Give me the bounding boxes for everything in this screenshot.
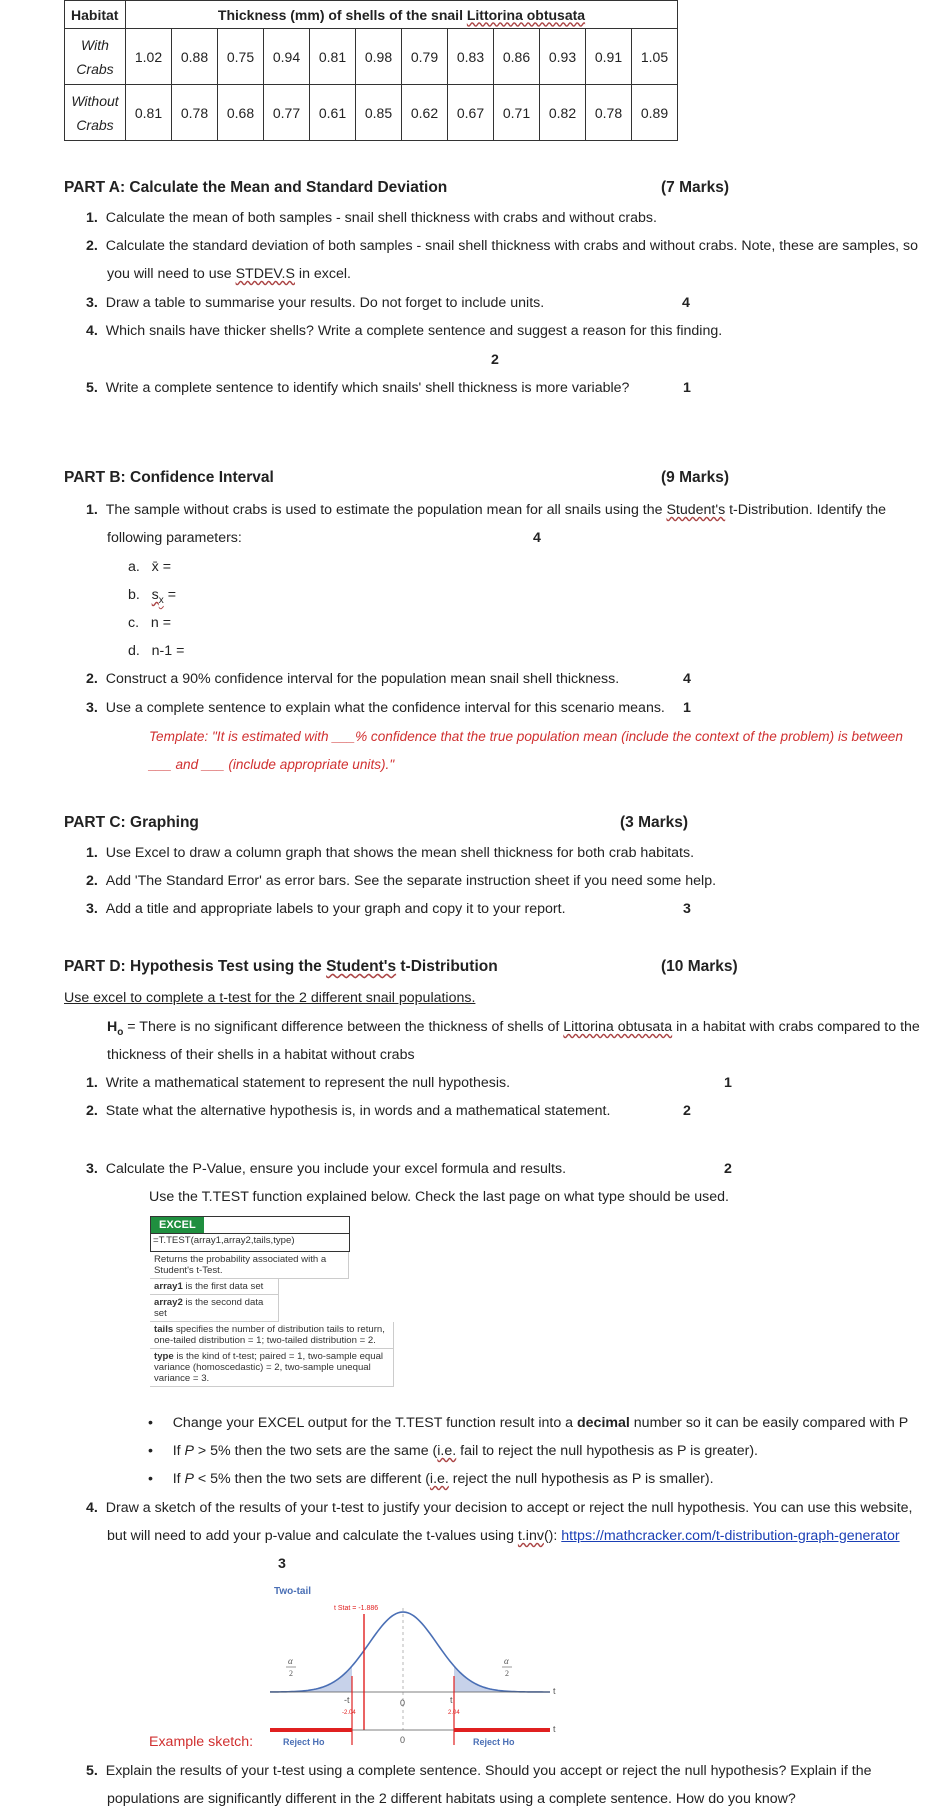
template-line-2: ___ and ___ (include appropriate units)." — [149, 757, 395, 772]
pos-t-label: t — [450, 1695, 453, 1705]
table-cell: 0.88 — [172, 29, 218, 85]
part-a-q4-marks: 2 — [491, 352, 499, 368]
part-d-q1-marks: 1 — [724, 1075, 732, 1091]
table-cell: 0.62 — [402, 85, 448, 141]
part-b-marks: (9 Marks) — [661, 469, 730, 486]
table-cell: 0.81 — [310, 29, 356, 85]
table-cell: 0.98 — [356, 29, 402, 85]
part-a-q4: 4. Which snails have thicker shells? Write a complete sentence and suggest a reason for this finding. — [86, 323, 723, 339]
template-line-1: Template: "It is estimated with ___% confidence that the true population mean (include the context of the problem) is between — [149, 729, 903, 744]
part-d-q1: 1. Write a mathematical statement to represent the null hypothesis. — [86, 1075, 511, 1091]
part-d-q5-cont: populations are significantly different in the 2 different habitats using a complete sentence. How do you know? — [107, 1791, 796, 1807]
alpha-left-den: 2 — [289, 1669, 293, 1678]
bullet-2: • If P > 5% then the two sets are the same (i.e. fail to reject the null hypothesis as P is greater). — [148, 1443, 758, 1459]
part-a-q5-marks: 1 — [683, 380, 691, 396]
param-d: d. n-1 = — [128, 643, 185, 659]
part-a-q2: 2. Calculate the standard deviation of both samples - snail shell thickness with crabs and without crabs. Note, these are samples, so — [86, 238, 918, 254]
table-row-with-crabs — [65, 29, 678, 85]
thickness-header: Thickness (mm) of shells of the snail Littorina obtusata — [126, 1, 678, 29]
part-d-q3: 3. Calculate the P-Value, ensure you include your excel formula and results. — [86, 1161, 567, 1177]
axis-t-label-bottom: t — [553, 1724, 556, 1734]
part-d-q4-marks: 3 — [278, 1556, 286, 1572]
sketch-title: Two-tail — [274, 1586, 312, 1597]
excel-tails: tails specifies the number of distribution tails to return, one-tailed distribution = 1; two-tailed distribution = 2. — [150, 1322, 394, 1349]
part-b-q3: 3. Use a complete sentence to explain what the confidence interval for this scenario means. — [86, 700, 665, 716]
part-b-q1-cont: following parameters: — [107, 530, 242, 546]
alpha-left: α — [288, 1656, 293, 1666]
table-cell: 0.85 — [356, 85, 402, 141]
part-d-q5: 5. Explain the results of your t-test using a complete sentence. Should you accept or reject the null hypothesis? Explain if the — [86, 1763, 872, 1779]
t-distribution-link[interactable]: https://mathcracker.com/t-distribution-graph-generator — [561, 1528, 900, 1544]
bullet-1: • Change your EXCEL output for the T.TEST function result into a decimal number so it can be easily compared with P — [148, 1415, 909, 1431]
part-d-q4-cont: but will need to add your p-value and calculate the t-values using t.inv(): https://mathcracker.com/t-distribution-graph-generator — [107, 1528, 900, 1544]
table-cell: 0.82 — [540, 85, 586, 141]
table-cell: 0.93 — [540, 29, 586, 85]
two-tail-sketch — [268, 1580, 568, 1750]
example-sketch-label: Example sketch: — [149, 1734, 254, 1750]
part-a-q3: 3. Draw a table to summarise your results. Do not forget to include units. — [86, 295, 545, 311]
excel-help-box — [150, 1216, 402, 1387]
table-cell: 0.89 — [632, 85, 678, 141]
axis-t-label: t — [553, 1686, 556, 1696]
part-a-q1: 1. Calculate the mean of both samples - snail shell thickness with crabs and without crabs. — [86, 210, 657, 226]
left-tail-shade — [270, 1666, 352, 1692]
part-a-marks: (7 Marks) — [661, 179, 730, 196]
part-d-q3-sub: Use the T.TEST function explained below. Check the last page on what type should be used. — [149, 1189, 729, 1205]
part-a-title: PART A: Calculate the Mean and Standard Deviation — [64, 179, 448, 196]
part-d-intro: Use excel to complete a t-test for the 2 different snail populations. — [64, 990, 476, 1006]
table-cell: 0.91 — [586, 29, 632, 85]
alpha-right-den: 2 — [505, 1669, 509, 1678]
part-b-q3-marks: 1 — [683, 700, 691, 716]
habitat-header: Habitat — [65, 1, 126, 29]
alpha-right: α — [504, 1656, 509, 1666]
part-d-title: PART D: Hypothesis Test using the Student's t-Distribution — [64, 958, 498, 975]
table-cell: 0.61 — [310, 85, 356, 141]
reject-left-label: Reject Ho — [283, 1737, 325, 1747]
part-b-q2: 2. Construct a 90% confidence interval for the population mean snail shell thickness. — [86, 671, 620, 687]
part-a-q3-marks: 4 — [682, 295, 690, 311]
table-cell: 0.79 — [402, 29, 448, 85]
excel-description: Returns the probability associated with a Student's t-Test. — [150, 1252, 349, 1279]
table-cell: 1.05 — [632, 29, 678, 85]
part-c-q3-marks: 3 — [683, 901, 691, 917]
row-label: With Crabs — [65, 29, 126, 85]
excel-title: EXCEL — [151, 1217, 204, 1233]
table-cell: 0.86 — [494, 29, 540, 85]
table-cell: 0.75 — [218, 29, 264, 85]
crit-pos-value: 2.04 — [448, 1710, 460, 1716]
part-b-q2-marks: 4 — [683, 671, 691, 687]
bullet-3: • If P < 5% then the two sets are different (i.e. reject the null hypothesis as P is smaller). — [148, 1471, 714, 1487]
excel-formula: =T.TEST(array1,array2,tails,type) — [151, 1233, 349, 1247]
table-cell: 0.71 — [494, 85, 540, 141]
table-cell: 0.81 — [126, 85, 172, 141]
part-b-q1-marks: 4 — [533, 530, 541, 546]
null-hypothesis-cont: thickness of their shells in a habitat without crabs — [107, 1047, 415, 1063]
row-label: Without Crabs — [65, 85, 126, 141]
part-c-marks: (3 Marks) — [620, 814, 689, 831]
null-hypothesis: $H_o$ = There is no significant difference between the thickness of shells of Littorina obtusata in a habitat with crabs compared to the — [107, 1019, 920, 1038]
part-d-marks: (10 Marks) — [661, 958, 738, 975]
part-c-q1: 1. Use Excel to draw a column graph that shows the mean shell thickness for both crab habitats. — [86, 845, 695, 861]
param-c: c. n = — [128, 615, 171, 631]
table-cell: 0.78 — [172, 85, 218, 141]
param-b: b. $s_x$ = — [128, 587, 176, 606]
table-cell: 0.68 — [218, 85, 264, 141]
part-d-q2-marks: 2 — [683, 1103, 691, 1119]
part-d-q3-marks: 2 — [724, 1161, 732, 1177]
zero-label-bottom: 0 — [400, 1735, 406, 1745]
excel-type: type is the kind of t-test; paired = 1, two-sample equal variance (homoscedastic) = 2, two-sample unequal variance = 3. — [150, 1349, 394, 1387]
crit-neg-value: -2.04 — [342, 1710, 356, 1716]
part-a-q5: 5. Write a complete sentence to identify which snails' shell thickness is more variable? — [86, 380, 630, 396]
part-c-title: PART C: Graphing — [64, 814, 199, 831]
excel-array1: array1 is the first data set — [150, 1279, 279, 1295]
reject-right-label: Reject Ho — [473, 1737, 515, 1747]
part-c-q2: 2. Add 'The Standard Error' as error bars. See the separate instruction sheet if you need some help. — [86, 873, 717, 889]
part-b-q1: 1. The sample without crabs is used to estimate the population mean for all snails using the Student's t-Distribution. Identify the — [86, 502, 887, 518]
table-cell: 1.02 — [126, 29, 172, 85]
part-b-title: PART B: Confidence Interval — [64, 469, 274, 486]
part-d-q2: 2. State what the alternative hypothesis is, in words and a mathematical statement. — [86, 1103, 611, 1119]
table-row-without-crabs — [65, 85, 678, 141]
table-cell: 0.94 — [264, 29, 310, 85]
thickness-table — [64, 0, 678, 141]
excel-header — [150, 1216, 350, 1252]
table-cell: 0.78 — [586, 85, 632, 141]
table-cell: 0.83 — [448, 29, 494, 85]
part-d-q4: 4. Draw a sketch of the results of your t-test to justify your decision to accept or reject the null hypothesis. You can use this website, — [86, 1500, 913, 1516]
zero-label: 0 — [400, 1698, 406, 1708]
table-cell: 0.67 — [448, 85, 494, 141]
table-cell: 0.77 — [264, 85, 310, 141]
param-a: a. x̄ = — [128, 559, 171, 575]
part-c-q3: 3. Add a title and appropriate labels to your graph and copy it to your report. — [86, 901, 566, 917]
t-distribution-curve — [270, 1612, 550, 1692]
sketch-tstat: t Stat = -1.886 — [334, 1605, 379, 1612]
neg-t-label: -t — [344, 1695, 350, 1705]
part-a-q2-cont: you will need to use STDEV.S in excel. — [107, 266, 351, 282]
excel-array2: array2 is the second data set — [150, 1295, 279, 1322]
